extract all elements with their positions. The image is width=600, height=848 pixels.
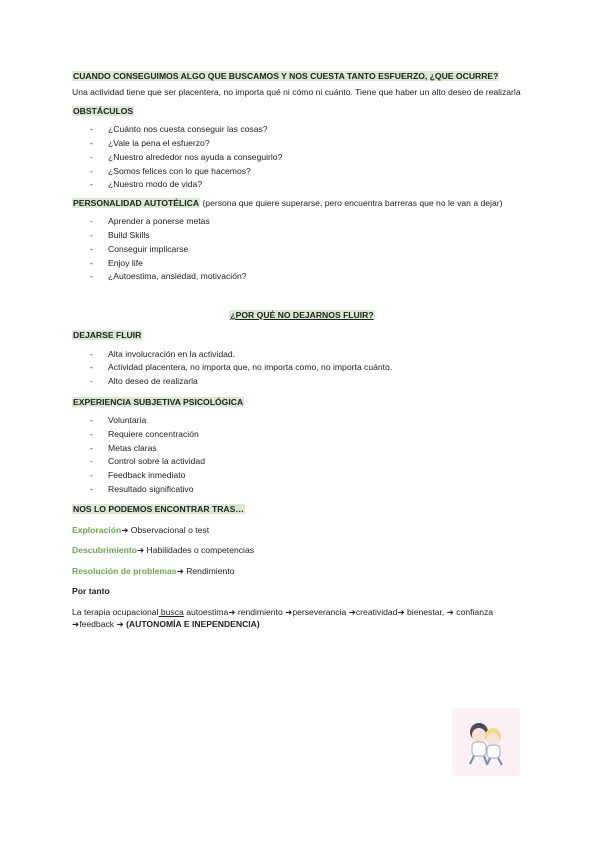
autonomia-label: (AUTONOMÍA E INEPENDENCIA)	[126, 618, 260, 629]
experiencia-heading: EXPERIENCIA SUBJETIVA PSICOLÓGICA	[73, 396, 244, 407]
dejarse-list	[72, 348, 532, 388]
obstacles-heading: OBSTÁCULOS	[73, 105, 134, 116]
descubrimiento-row: Descubrimiento➜ Habilidades o competencias	[72, 545, 255, 556]
list-item: - Conseguir implicarse	[72, 243, 532, 255]
list-item: - Resultado significativo	[72, 483, 532, 495]
exploracion-row: Exploración➜ Observacional o test	[72, 524, 210, 535]
list-item: - Actividad placentera, no importa que, no importa como, no importa cuánto.	[72, 361, 532, 373]
encontrar-heading: NOS LO PODEMOS ENCONTRAR TRAS…	[73, 504, 244, 515]
list-item: - ¿Autoestima, ansiedad, motivación?	[72, 270, 532, 282]
dejarse-heading: DEJARSE FLUIR	[73, 330, 142, 341]
busca-word: busca	[158, 606, 184, 617]
list-item: - Alta involucración en la actividad.	[72, 348, 532, 360]
experiencia-list	[72, 414, 532, 495]
list-item: - ¿Cuánto nos cuesta conseguir las cosas?	[72, 123, 532, 135]
section1-heading: CUANDO CONSEGUIMOS ALGO QUE BUSCAMOS Y NOS CUESTA TANTO ESFUERZO, ¿QUE OCURRE?	[73, 71, 499, 81]
cartoon-characters-sticker-icon	[452, 708, 520, 776]
list-item: - ¿Vale la pena el esfuerzo?	[72, 137, 532, 149]
list-item: - Requiere concentración	[72, 428, 532, 440]
final-paragraph: La terapia ocupacional busca autoestima➜ rendimiento ➜perseverancia ➜creatividad➜ bienestar, ➜ confianza ➜feedback ➜ (AUTONOMÍA E INEPENDENCIA)	[72, 606, 494, 629]
list-item: - Voluntaria	[72, 414, 532, 426]
por-tanto-label: Por tanto	[72, 586, 110, 597]
list-item: - Alto deseo de realizarla	[72, 375, 532, 387]
resolucion-row: Resolución de problemas➜ Rendimiento	[72, 565, 235, 576]
list-item: - Feedback inmediato	[72, 469, 532, 481]
section2-heading: ¿POR QUÉ NO DEJARNOS FLUIR?	[230, 309, 374, 320]
list-item: - ¿Nuestro modo de vida?	[72, 178, 532, 190]
list-item: - ¿Somos felices con lo que hacemos?	[72, 165, 532, 177]
list-item: - ¿Nuestro alrededor nos ayuda a conseguirlo?	[72, 151, 532, 163]
list-item: - Aprender a ponerse metas	[72, 215, 532, 227]
personality-note: (persona que quiere superarse, pero encuentra barreras que no le van a dejar)	[202, 197, 503, 208]
arrow-icon: ➜	[121, 524, 129, 535]
arrow-icon: ➜	[176, 565, 184, 576]
personality-heading: PERSONALIDAD AUTOTÉLICA (persona que quiere superarse, pero encuentra barreras que no le van a dejar)	[73, 197, 503, 208]
list-item: - Build Skills	[72, 229, 532, 241]
list-item: - Metas claras	[72, 442, 532, 454]
arrow-icon: ➜	[136, 545, 145, 556]
document-page	[72, 70, 532, 636]
list-item: - Control sobre la actividad	[72, 455, 532, 467]
obstacles-list	[72, 123, 532, 190]
personality-list	[72, 215, 532, 282]
section1-intro: Una actividad tiene que ser placentera, no importa qué ni cómo ni cuánto. Tiene que haber un alto deseo de realizarla	[72, 87, 521, 98]
list-item: - Enjoy life	[72, 257, 532, 269]
